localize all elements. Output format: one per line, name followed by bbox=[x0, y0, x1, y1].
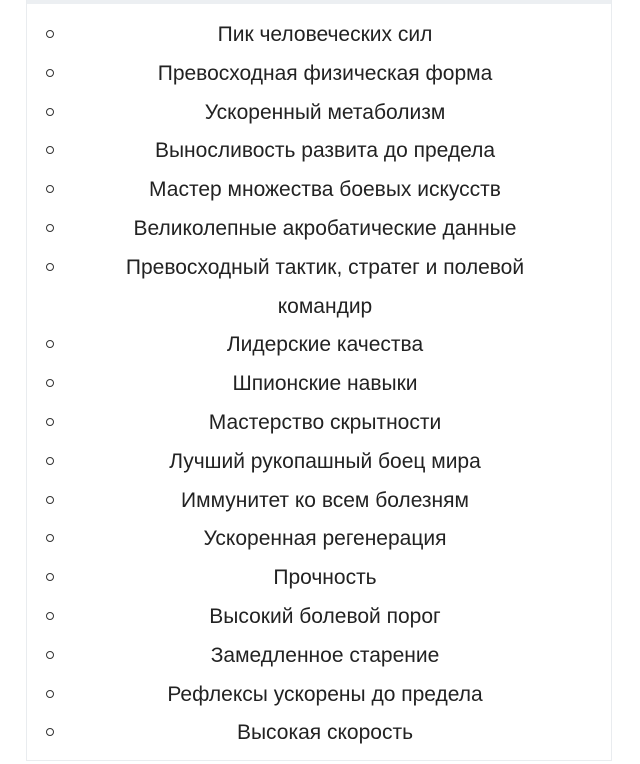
list-item bbox=[27, 171, 611, 210]
list-item-text: Ускоренный метаболизм bbox=[204, 100, 446, 124]
list-item bbox=[27, 16, 611, 55]
hollow-circle-bullet-icon bbox=[46, 108, 54, 116]
list-item bbox=[27, 404, 611, 443]
list-item bbox=[27, 249, 611, 327]
list-item-text: Превосходная физическая форма bbox=[157, 61, 493, 85]
list-item bbox=[27, 637, 611, 676]
abilities-list bbox=[27, 16, 611, 753]
list-item-text: Высокий болевой порог bbox=[209, 604, 441, 628]
hollow-circle-bullet-icon bbox=[46, 146, 54, 154]
list-item bbox=[27, 55, 611, 94]
list-item bbox=[27, 326, 611, 365]
list-item-text: Пик человеческих сил bbox=[217, 23, 433, 46]
list-item-text: Великолепные акробатические данные bbox=[133, 216, 517, 240]
list-item bbox=[27, 482, 611, 521]
abilities-card bbox=[26, 0, 612, 761]
hollow-circle-bullet-icon bbox=[46, 263, 54, 271]
hollow-circle-bullet-icon bbox=[46, 418, 54, 426]
list-item bbox=[27, 559, 611, 598]
list-item bbox=[27, 443, 611, 482]
hollow-circle-bullet-icon bbox=[46, 457, 54, 465]
hollow-circle-bullet-icon bbox=[46, 30, 54, 38]
hollow-circle-bullet-icon bbox=[46, 612, 54, 620]
hollow-circle-bullet-icon bbox=[46, 728, 54, 736]
list-item-text: Прочность bbox=[273, 566, 377, 590]
hollow-circle-bullet-icon bbox=[46, 534, 54, 542]
hollow-circle-bullet-icon bbox=[46, 573, 54, 581]
list-item-text: Замедленное старение bbox=[210, 643, 440, 667]
hollow-circle-bullet-icon bbox=[46, 224, 54, 232]
list-item bbox=[27, 365, 611, 404]
list-item bbox=[27, 598, 611, 637]
list-item bbox=[27, 520, 611, 559]
list-item bbox=[27, 714, 611, 753]
list-item bbox=[27, 132, 611, 171]
list-item-text: Лучший рукопашный боец мира bbox=[169, 449, 481, 473]
list-item bbox=[27, 94, 611, 133]
list-item-text: Мастерство скрытности bbox=[208, 410, 442, 434]
hollow-circle-bullet-icon bbox=[46, 69, 54, 77]
list-item-text: Превосходный тактик, стратег и полевой командир bbox=[125, 255, 525, 318]
card-top-border bbox=[27, 0, 611, 4]
hollow-circle-bullet-icon bbox=[46, 340, 54, 348]
hollow-circle-bullet-icon bbox=[46, 651, 54, 659]
list-item bbox=[27, 676, 611, 715]
list-item bbox=[27, 210, 611, 249]
hollow-circle-bullet-icon bbox=[46, 185, 54, 193]
list-item-text: Лидерские качества bbox=[226, 333, 424, 357]
list-item-text: Рефлексы ускорены до предела bbox=[167, 682, 483, 706]
list-item-text: Выносливость развита до предела bbox=[154, 139, 496, 163]
list-item-text: Ускоренная регенерация bbox=[203, 527, 447, 551]
list-item-text: Мастер множества боевых искусств bbox=[149, 178, 501, 202]
hollow-circle-bullet-icon bbox=[46, 690, 54, 698]
hollow-circle-bullet-icon bbox=[46, 496, 54, 504]
list-item-text: Иммунитет ко всем болезням bbox=[181, 488, 469, 512]
list-item-text: Шпионские навыки bbox=[232, 372, 418, 396]
hollow-circle-bullet-icon bbox=[46, 379, 54, 387]
list-item-text: Высокая скорость bbox=[236, 721, 414, 745]
